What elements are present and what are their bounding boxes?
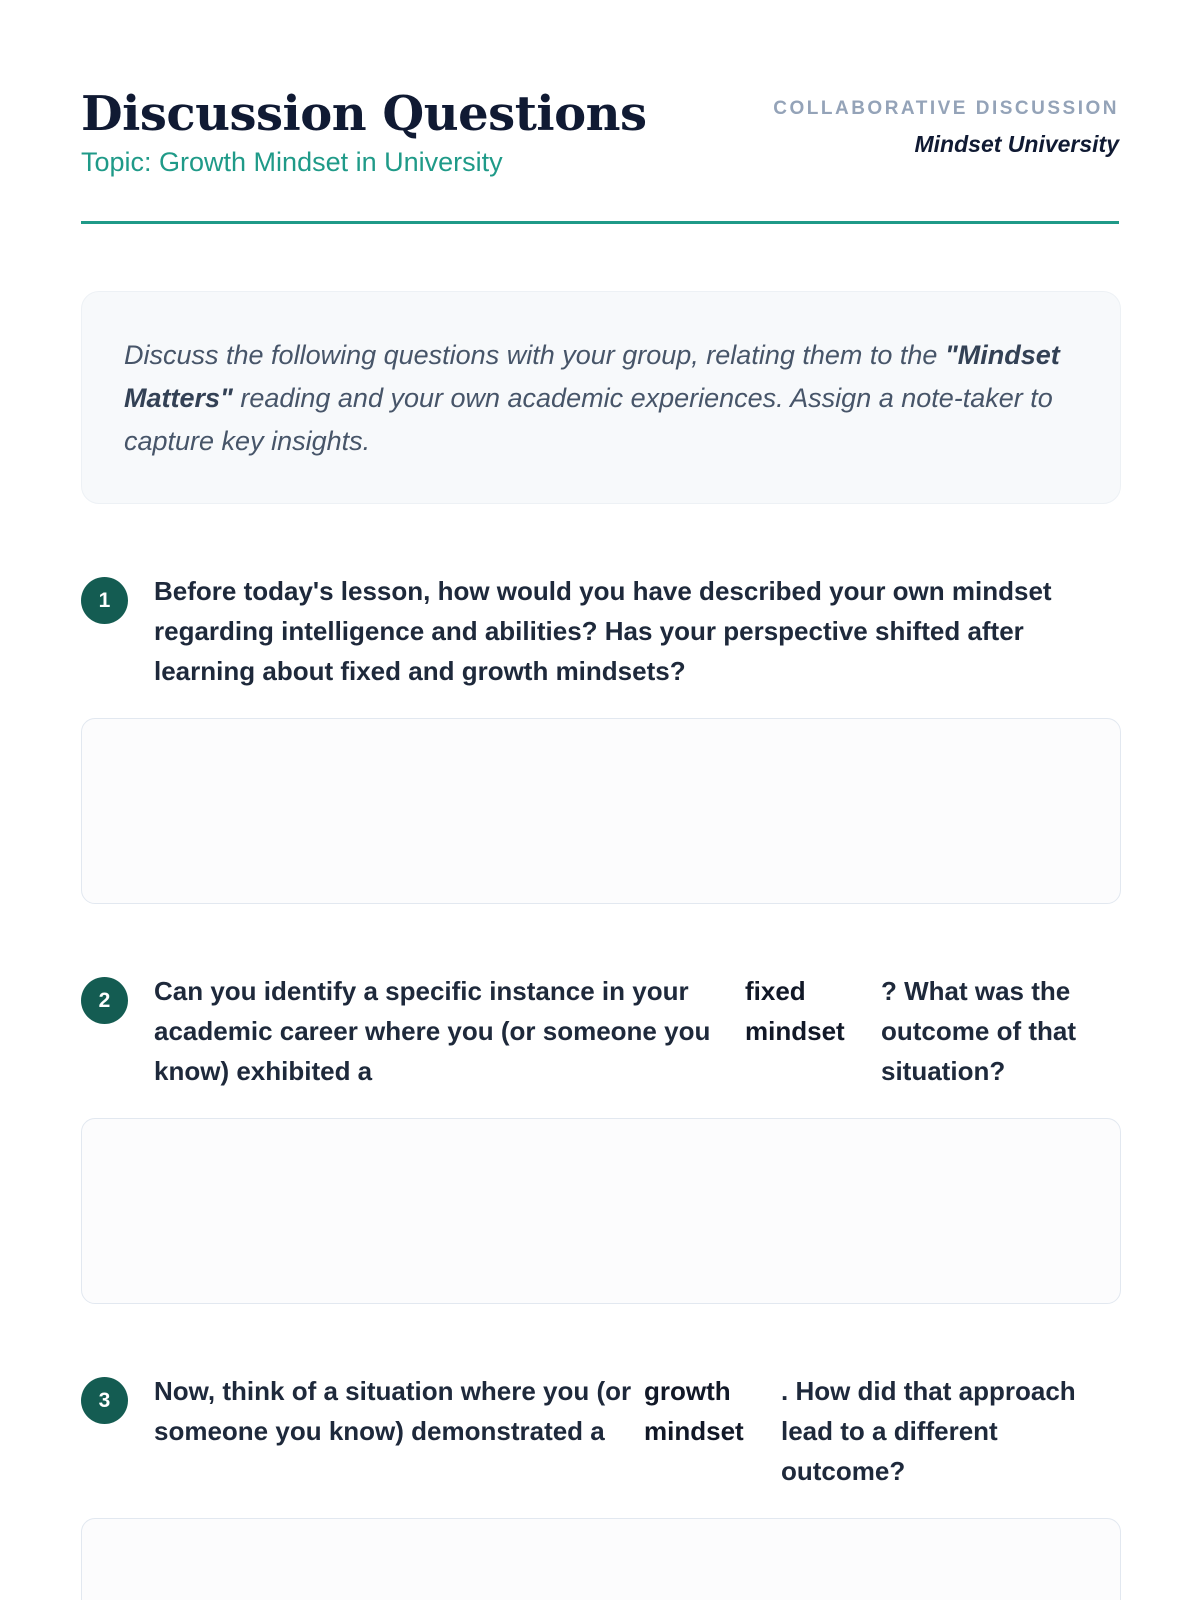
instructions-box <box>81 291 1121 504</box>
question-3 <box>81 1371 1121 1600</box>
question-text <box>154 1371 1121 1491</box>
emphasis-term: fixed mindset <box>745 976 845 1046</box>
answer-box[interactable] <box>81 1518 1121 1600</box>
page-header <box>81 82 1119 224</box>
instructions-text-start: Discuss the following questions with your group, relating them to the <box>124 340 945 370</box>
question-text-after: . How did that approach lead to a different outcome? <box>781 1376 1076 1486</box>
page-title: Discussion Questions <box>81 86 647 142</box>
page-subtitle: Topic: Growth Mindset in University <box>81 147 503 177</box>
instructions-text-end: reading and your own academic experiences. Assign a note-taker to capture key insights. <box>124 383 1053 456</box>
question-2 <box>81 971 1121 1311</box>
reading-title: "Mindset Matters" <box>124 340 1060 413</box>
document-kicker: COLLABORATIVE DISCUSSION <box>773 98 1119 119</box>
answer-box[interactable] <box>81 1118 1121 1304</box>
question-text-before: Now, think of a situation where you (or someone you know) demonstrated a <box>154 1376 632 1446</box>
organization-name: Mindset University <box>914 131 1119 157</box>
question-text-after: ? What was the outcome of that situation? <box>881 976 1076 1086</box>
question-number-badge: 1 <box>81 577 128 624</box>
question-number-badge: 2 <box>81 977 128 1024</box>
question-1 <box>81 571 1121 911</box>
question-number-badge: 3 <box>81 1377 128 1424</box>
question-text: Before today's lesson, how would you have described your own mindset regarding intelligence and abilities? Has your perspective shifted after learning about fixed and growth mindsets? <box>154 576 1052 686</box>
answer-box[interactable] <box>81 718 1121 904</box>
question-text <box>154 971 1121 1091</box>
question-text-before: Can you identify a specific instance in your academic career where you (or someone you know) exhibited a <box>154 976 711 1086</box>
emphasis-term: growth mindset <box>644 1376 744 1446</box>
